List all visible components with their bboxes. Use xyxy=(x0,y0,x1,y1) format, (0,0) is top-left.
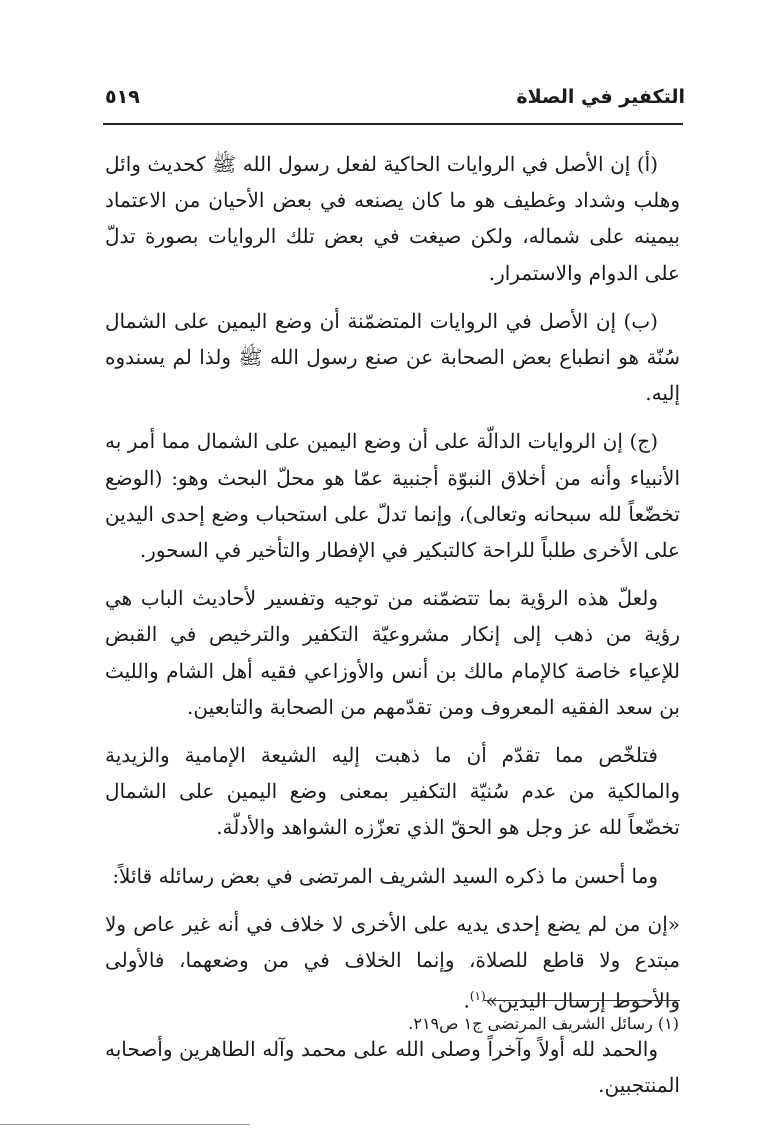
scan-edge-line xyxy=(0,1124,250,1125)
running-title: التكفير في الصلاة xyxy=(516,86,685,108)
paragraph-b: (ب) إن الأصل في الروايات المتضمّنة أن وضع اليمين على الشمال سُنّة هو انطباع بعض الصحابة عن صنع رسول الله ﷺ ولذا لم يسندوه إليه. xyxy=(105,308,680,406)
main-text xyxy=(105,146,680,1116)
closing-paragraph: والحمد لله أولاً وآخراً وصلى الله على محمد وآله الطاهرين وأصحابه المنتجبين. xyxy=(105,1037,680,1098)
footnote-marker: (١) xyxy=(469,989,486,1004)
paragraph-a: (أ) إن الأصل في الروايات الحاكية لفعل رسول الله ﷺ كحديث وائل وهلب وشداد وغطيف هو ما كان يصنعه في بعض الأحيان من الاعتماد بيمينه على شماله، ولكن صيغت في بعض تلك الروايات بصورة تدلّ على الدوام والاستمرار. xyxy=(105,152,680,285)
header-rule xyxy=(103,123,683,125)
footnote: (١) رسائل الشريف المرتضى ج١ ص٢١٩. xyxy=(408,1014,679,1033)
paragraph-quote-intro: وما أحسن ما ذكره السيد الشريف المرتضى في بعض رسائله قائلاً: xyxy=(112,863,658,888)
page-number: ٥١٩ xyxy=(105,86,140,108)
quotation xyxy=(105,906,680,1019)
footnote-rule xyxy=(484,1000,680,1001)
paragraph-interpretation: ولعلّ هذه الرؤية بما تتضمّنه من توجيه وتفسير لأحاديث الباب هي رؤية من ذهب إلى إنكار مشروعيّة التكفير والترخيص في القبض للإعياء خاصة كالإمام مالك بن أنس والأوزاعي فقيه أهل الشام والليث بن سعد الفقيه المعروف ومن تقدّمهم من الصحابة والتابعين. xyxy=(105,586,680,719)
paragraph-summary: فتلخّص مما تقدّم أن ما ذهبت إليه الشيعة الإمامية والزيدية والمالكية من عدم سُنيّة التكفير بمعنى وضع اليمين على الشمال تخضّعاً لله عز وجل هو الحقّ الذي تعزّزه الشواهد والأدلّة. xyxy=(105,743,680,840)
running-header xyxy=(105,82,685,112)
paragraph-c: (ج) إن الروايات الدالّة على أن وضع اليمين على الشمال مما أمر به الأنبياء وأنه من أخلاق النبوّة أجنبية عمّا هو محلّ البحث وهو: (الوضع تخضّعاً لله سبحانه وتعالى)، وإنما تدلّ على استحباب وضع إحدى اليدين على الأخرى طلباً للراحة كالتبكير في الإفطار والتأخير في السحور. xyxy=(105,429,680,563)
quotation-text: «إن من لم يضع إحدى يديه على الأخرى لا خلاف في أنه غير عاص ولا مبتدع ولا قاطع للصلاة، وإنما الخلاف في من وضعهما، فالأولى والأحوط إرسال اليدين» xyxy=(105,911,681,1013)
quotation-end: . xyxy=(463,988,470,1013)
